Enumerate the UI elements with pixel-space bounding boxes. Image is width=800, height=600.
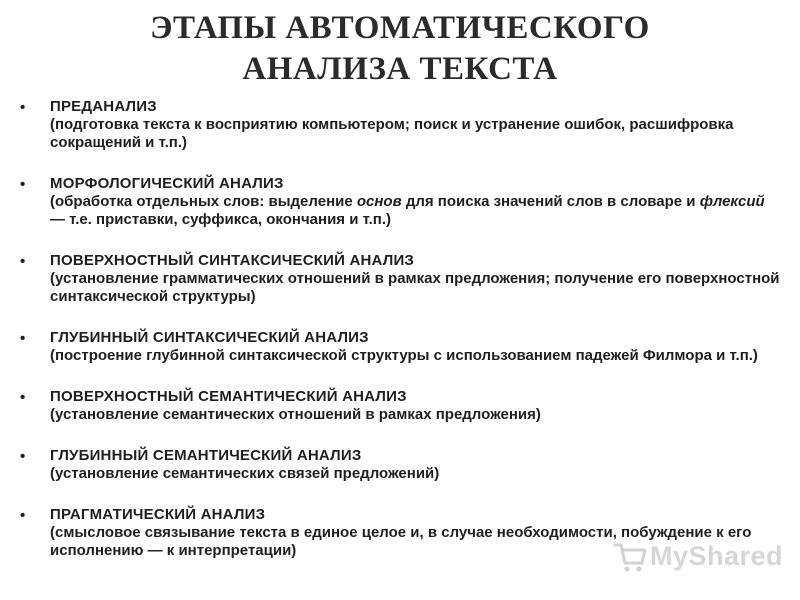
item-heading: ГЛУБИННЫЙ СЕМАНТИЧЕСКИЙ АНАЛИЗ [50,447,362,464]
list-item [20,447,780,483]
bullet: • [20,507,26,524]
item-heading: МОРФОЛОГИЧЕСКИЙ АНАЛИЗ [50,175,284,192]
item-heading: ГЛУБИННЫЙ СИНТАКСИЧЕСКИЙ АНАЛИЗ [50,329,369,346]
list-item [20,175,780,229]
title-line-2: АНАЛИЗА ТЕКСТА [242,51,558,87]
cart-icon [612,539,648,575]
list-item [20,329,780,365]
desc-emphasis: флексий [699,193,765,210]
item-description: (подготовка текста к восприятию компьютером; поиск и устранение ошибок, расшифровка сокращений и т.п.) [50,116,734,151]
item-description: (смысловое связывание текста в единое целое и, в случае необходимости, побуждение к его исполнению — к интерпретации) [50,524,752,559]
desc-part: для поиска значений слов в словаре и [401,193,700,210]
list-item [20,98,780,152]
desc-emphasis: основ [356,193,402,210]
item-description: (построение глубинной синтаксической структуры с использованием падежей Филмора и т.п.) [50,347,758,364]
item-heading: ПРАГМАТИЧЕСКИЙ АНАЛИЗ [50,506,266,523]
bullet: • [20,389,26,406]
item-description [50,193,780,229]
item-description: (установление семантических связей предложений) [50,465,440,482]
slide-title [0,8,800,90]
title-line-1: ЭТАПЫ АВТОМАТИЧЕСКОГО [150,10,650,46]
item-heading: ПРЕДАНАЛИЗ [50,98,157,115]
item-description: (установление грамматических отношений в рамках предложения; получение его поверхностной синтаксической структуры) [50,270,780,305]
bullet: • [20,99,26,116]
bullet: • [20,253,26,270]
item-heading: ПОВЕРХНОСТНЫЙ СИНТАКСИЧЕСКИЙ АНАЛИЗ [50,252,415,269]
item-description: (установление семантических отношений в рамках предложения) [50,406,541,423]
bullet: • [20,176,26,193]
list-item [20,252,780,306]
list-item [20,388,780,424]
item-heading: ПОВЕРХНОСТНЫЙ СЕМАНТИЧЕСКИЙ АНАЛИЗ [50,388,407,405]
desc-part: (обработка отдельных слов: выделение [50,193,357,210]
watermark-text: MyShared [650,541,784,571]
desc-part: — т.е. приставки, суффикса, окончания и т.п.) [50,211,392,228]
bullet: • [20,448,26,465]
bullet: • [20,330,26,347]
watermark [612,537,784,577]
stages-list [20,98,780,583]
